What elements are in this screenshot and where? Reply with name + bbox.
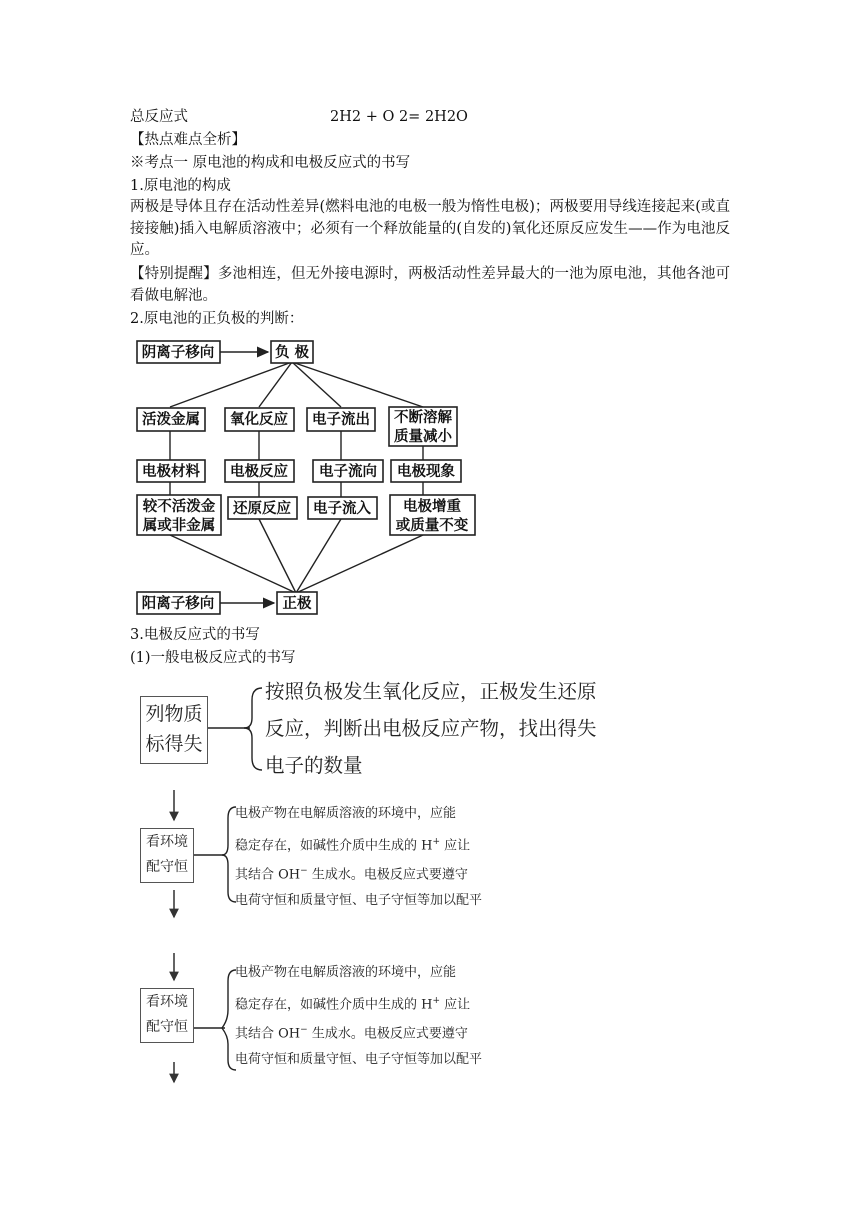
step3-line3: 其结合 OH− 生成水。电极反应式要遵守 — [235, 1025, 468, 1042]
category-reaction-text: 电极反应 — [230, 464, 288, 480]
pos-reaction-box — [228, 497, 297, 519]
step3-brace — [194, 970, 236, 1070]
step1-box-line1: 列物质 — [145, 703, 203, 725]
neg-electron-text: 电子流出 — [312, 412, 370, 428]
pos-phenomenon-line1: 电极增重 — [403, 499, 461, 515]
pos-reaction-text: 还原反应 — [233, 501, 291, 517]
step2-line2: 稳定存在，如碱性介质中生成的 H+ 应让 — [235, 837, 471, 854]
step2-line3: 其结合 OH− 生成水。电极反应式要遵守 — [235, 866, 468, 883]
tip-paragraph: 【特别提醒】多池相连，但无外接电源时，两极活动性差异最大的一池为原电池，其他各池可看做电解池。 — [130, 266, 730, 304]
neg-phenomenon-line1: 不断溶解 — [394, 410, 452, 426]
neg-electron-box — [307, 408, 375, 431]
pos-electron-box — [308, 497, 377, 519]
step3-line2: 稳定存在，如碱性介质中生成的 H+ 应让 — [235, 996, 471, 1013]
sub3-title: 3.电极反应式的书写 — [130, 627, 260, 643]
topic1-heading: ※考点一 原电池的构成和电极反应式的书写 — [130, 155, 411, 171]
step1-box — [140, 696, 208, 764]
step2-line4: 电荷守恒和质量守恒、电子守恒等加以配平 — [235, 893, 483, 908]
category-electron-box — [313, 460, 383, 482]
step3-box-line1: 看环境 — [146, 994, 188, 1010]
step1-line2: 反应，判断出电极反应产物，找出得失 — [265, 717, 597, 740]
category-material-box — [137, 460, 205, 482]
category-electron-text: 电子流向 — [319, 464, 377, 480]
neg-reaction-box — [225, 408, 294, 431]
sub1-title: 1.原电池的构成 — [130, 178, 231, 194]
pos-material-box — [137, 495, 221, 535]
neg-material-text: 活泼金属 — [142, 412, 200, 428]
neg-phenomenon-line2: 质量减小 — [394, 429, 452, 445]
step3-line1: 电极产物在电解质溶液的环境中，应能 — [235, 965, 457, 980]
neg-phenomenon-box — [389, 407, 457, 446]
step2-box-line2: 配守恒 — [146, 859, 188, 875]
pos-material-line2: 属或非金属 — [142, 518, 216, 534]
category-material-text: 电极材料 — [142, 464, 200, 480]
negative-pole-text: 负 极 — [274, 345, 310, 361]
cation-migration-text: 阳离子移向 — [141, 596, 215, 612]
flowchart-connectors — [170, 352, 423, 603]
step3-box — [140, 988, 194, 1043]
sub3-1-title: (1)一般电极反应式的书写 — [130, 650, 296, 666]
step1-line3: 电子的数量 — [265, 754, 363, 777]
section-heading: 【热点难点全析】 — [130, 132, 246, 148]
cation-migration-box — [137, 592, 220, 614]
sub1-paragraph: 两极是导体且存在活动性差异(燃料电池的电极一般为惰性电极)；两极要用导线连接起来(或直接接触)插入电解质溶液中；必须有一个释放能量的(自发的)氧化还原反应发生——作为电池反应。 — [130, 199, 730, 258]
negative-pole-box — [271, 341, 313, 363]
pos-phenomenon-box — [390, 495, 475, 535]
positive-pole-box — [277, 592, 317, 614]
step3-line4: 电荷守恒和质量守恒、电子守恒等加以配平 — [235, 1052, 483, 1067]
category-reaction-box — [225, 460, 294, 482]
category-phenomenon-box — [391, 460, 461, 482]
step1-line1: 按照负极发生氧化反应，正极发生还原 — [265, 680, 597, 703]
neg-reaction-text: 氧化反应 — [230, 412, 288, 428]
pos-material-line1: 较不活泼金 — [142, 499, 216, 515]
anion-migration-text: 阴离子移向 — [141, 345, 215, 361]
pos-phenomenon-line2: 或质量不变 — [395, 518, 469, 534]
sub2-title: 2.原电池的正负极的判断： — [130, 311, 304, 327]
step2-box-line1: 看环境 — [146, 834, 188, 850]
pos-electron-text: 电子流入 — [313, 501, 371, 517]
step3-box-line2: 配守恒 — [146, 1019, 188, 1035]
step2-brace — [194, 807, 236, 902]
neg-material-box — [137, 408, 205, 431]
total-reaction-equation: 2H2 + O 2= 2H2O — [330, 109, 468, 125]
step2-box — [140, 828, 194, 883]
positive-pole-text: 正极 — [282, 596, 312, 612]
step2-line1: 电极产物在电解质溶液的环境中，应能 — [235, 806, 457, 821]
total-reaction-label: 总反应式 — [130, 109, 188, 125]
anion-migration-box — [137, 341, 220, 363]
category-phenomenon-text: 电极现象 — [397, 464, 455, 480]
step1-box-line2: 标得失 — [145, 733, 203, 755]
step1-brace — [208, 688, 262, 770]
